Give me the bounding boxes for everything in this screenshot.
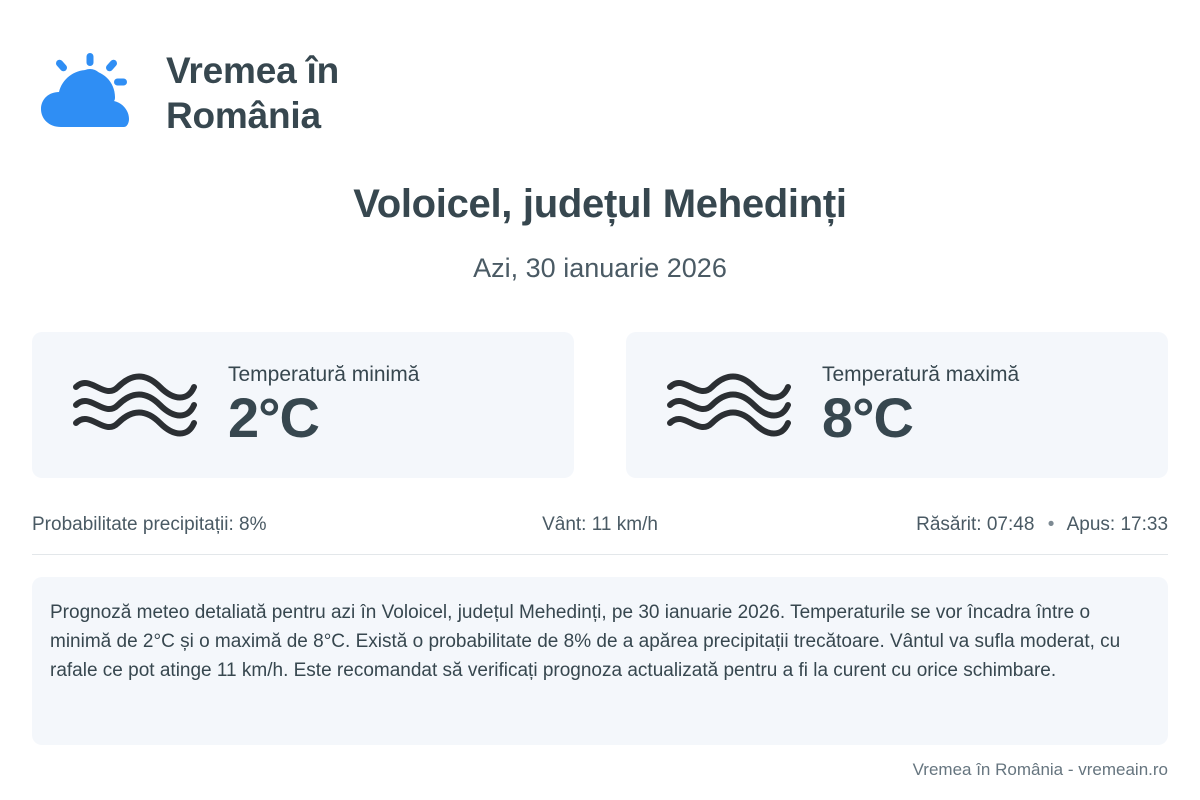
wind-speed: Vânt: 11 km/h bbox=[542, 514, 658, 536]
card-label: Temperatură minimă bbox=[228, 362, 420, 386]
sun-cloud-icon bbox=[38, 49, 148, 137]
precipitation-probability: Probabilitate precipitații: 8% bbox=[32, 514, 267, 536]
footer-credit: Vremea în România - vremeain.ro bbox=[912, 760, 1168, 779]
weather-meta-row bbox=[32, 514, 1168, 555]
sun-times bbox=[789, 514, 1168, 536]
brand-title: Vremea în România bbox=[166, 50, 340, 137]
page-title: Voloicel, județul Mehedinți bbox=[353, 182, 847, 227]
card-value: 8°C bbox=[822, 385, 913, 449]
card-temperature-max bbox=[626, 332, 1168, 478]
waves-icon bbox=[70, 369, 200, 441]
temperature-cards bbox=[32, 332, 1168, 478]
waves-icon bbox=[664, 369, 794, 441]
meta-separator: • bbox=[1047, 514, 1055, 536]
brand-header bbox=[0, 0, 1200, 138]
date-subtitle: Azi, 30 ianuarie 2026 bbox=[473, 253, 727, 284]
forecast-description: Prognoză meteo detaliată pentru azi în Voloicel, județul Mehedinți, pe 30 ianuarie 2026. Temperaturile se vor încadra între o minimă de 2°C și o maximă de 8°C. Există o probabilitate de 8% de a apărea precipitații trecătoare. Vântul va sufla moderat, cu rafale ce pot atinge 11 km/h. Este recomandat să verificați prognoza actualizată pentru a fi la curent cu orice schimbare. bbox=[32, 577, 1168, 745]
card-temperature-min bbox=[32, 332, 574, 478]
card-text bbox=[228, 363, 419, 448]
card-label: Temperatură maximă bbox=[822, 362, 1020, 386]
sunset-time: Apus: 17:33 bbox=[1066, 514, 1169, 536]
card-value: 2°C bbox=[228, 385, 319, 449]
card-text bbox=[822, 363, 1019, 448]
sunrise-time: Răsărit: 07:48 bbox=[916, 514, 1035, 536]
